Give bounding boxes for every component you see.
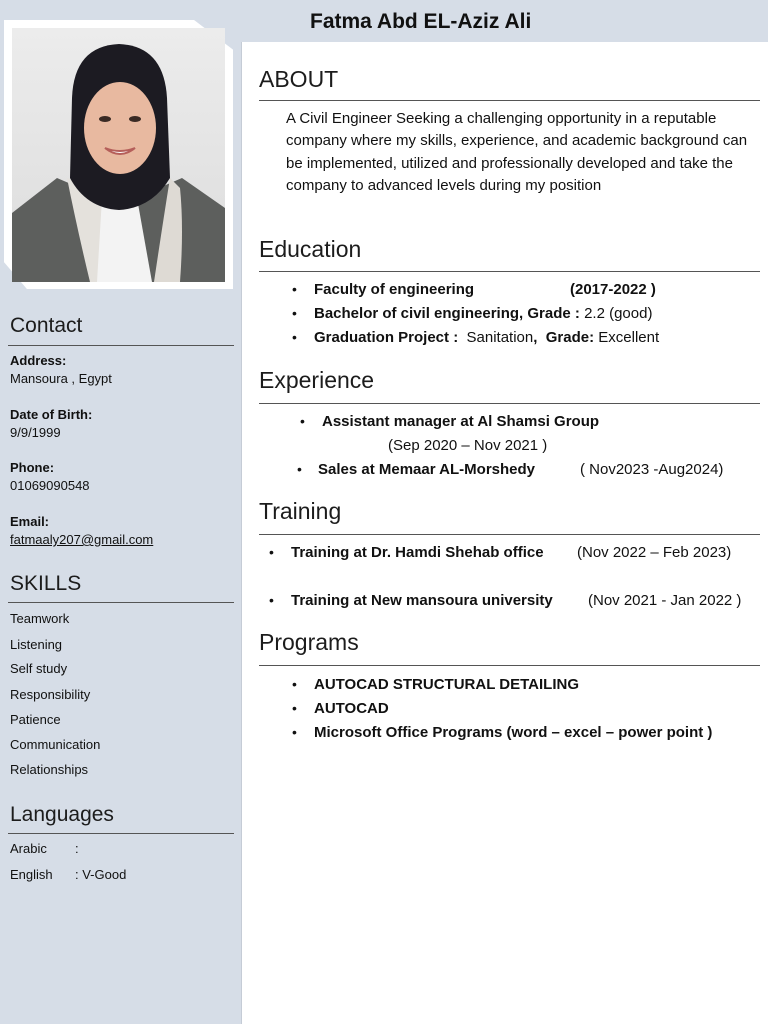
- dob-label: Date of Birth:: [10, 407, 93, 422]
- skill-item: Teamwork: [10, 611, 70, 626]
- skill-item: Listening: [10, 637, 63, 652]
- about-rule: [259, 100, 760, 101]
- address-value: Mansoura , Egypt: [10, 371, 112, 386]
- bullet: •: [300, 413, 305, 429]
- skill-item: Relationships: [10, 762, 89, 777]
- skill-item: Patience: [10, 712, 61, 727]
- languages-heading: Languages: [10, 803, 114, 826]
- training-item-2-dates: (Nov 2021 - Jan 2022 ): [588, 592, 742, 609]
- education-faculty: Faculty of engineering: [314, 281, 475, 298]
- skills-heading: SKILLS: [10, 572, 82, 595]
- dob-value: 9/9/1999: [10, 425, 61, 440]
- experience-rule: [259, 403, 760, 404]
- language-level: : V-Good: [75, 867, 127, 882]
- bullet: •: [292, 281, 297, 297]
- program-item: Microsoft Office Programs (word – excel – power point ): [314, 724, 713, 741]
- education-rule: [259, 271, 760, 272]
- skill-item: Responsibility: [10, 687, 91, 702]
- email-link[interactable]: fatmaaly207@gmail.com: [10, 532, 154, 547]
- bullet: •: [269, 544, 274, 560]
- experience-heading: Experience: [259, 367, 375, 393]
- skill-item: Communication: [10, 737, 101, 752]
- experience-job-2: Sales at Memaar AL-Morshedy: [318, 461, 536, 478]
- bullet: •: [297, 461, 302, 477]
- about-heading: ABOUT: [259, 66, 339, 92]
- bullet: •: [292, 676, 297, 692]
- language-name: Arabic: [10, 841, 47, 856]
- languages-rule: [8, 833, 234, 834]
- phone-label: Phone:: [10, 460, 55, 475]
- training-item-2: Training at New mansoura university: [291, 592, 553, 609]
- phone-value: 01069090548: [10, 478, 90, 493]
- person-name: Fatma Abd EL-Aziz Ali: [310, 10, 532, 33]
- address-label: Address:: [10, 353, 67, 368]
- experience-job-1: Assistant manager at Al Shamsi Group: [322, 413, 600, 430]
- experience-job-1-dates: (Sep 2020 – Nov 2021 ): [388, 437, 548, 454]
- bullet: •: [292, 305, 297, 321]
- training-item-1-dates: (Nov 2022 – Feb 2023): [577, 544, 732, 561]
- education-project: Graduation Project : Sanitation, Grade: Excellent: [314, 329, 660, 346]
- profile-photo: [12, 28, 225, 282]
- bullet: •: [292, 700, 297, 716]
- programs-rule: [259, 665, 760, 666]
- education-heading: Education: [259, 236, 362, 262]
- bullet: •: [269, 592, 274, 608]
- training-rule: [259, 534, 760, 535]
- contact-heading: Contact: [10, 314, 83, 337]
- email-label: Email:: [10, 514, 50, 529]
- program-item: AUTOCAD: [314, 700, 389, 717]
- language-level: :: [75, 841, 79, 856]
- training-heading: Training: [259, 498, 342, 524]
- education-degree: Bachelor of civil engineering, Grade : 2.2 (good): [314, 305, 653, 322]
- training-item-1: Training at Dr. Hamdi Shehab office: [291, 544, 544, 561]
- education-years: (2017-2022 ): [570, 281, 656, 298]
- contact-rule: [8, 345, 234, 346]
- bullet: •: [292, 724, 297, 740]
- bullet: •: [292, 329, 297, 345]
- about-text: A Civil Engineer Seeking a challenging opportunity in a reputable company where my skills, experience, and academic background can be implemented, utilized and professionally developed and take the company to advanced levels during my position: [286, 110, 748, 194]
- skills-rule: [8, 602, 234, 603]
- skill-item: Self study: [10, 661, 68, 676]
- program-item: AUTOCAD STRUCTURAL DETAILING: [314, 676, 579, 693]
- programs-heading: Programs: [259, 629, 359, 655]
- experience-job-2-dates: ( Nov2023 -Aug2024): [580, 461, 724, 478]
- language-name: English: [10, 867, 53, 882]
